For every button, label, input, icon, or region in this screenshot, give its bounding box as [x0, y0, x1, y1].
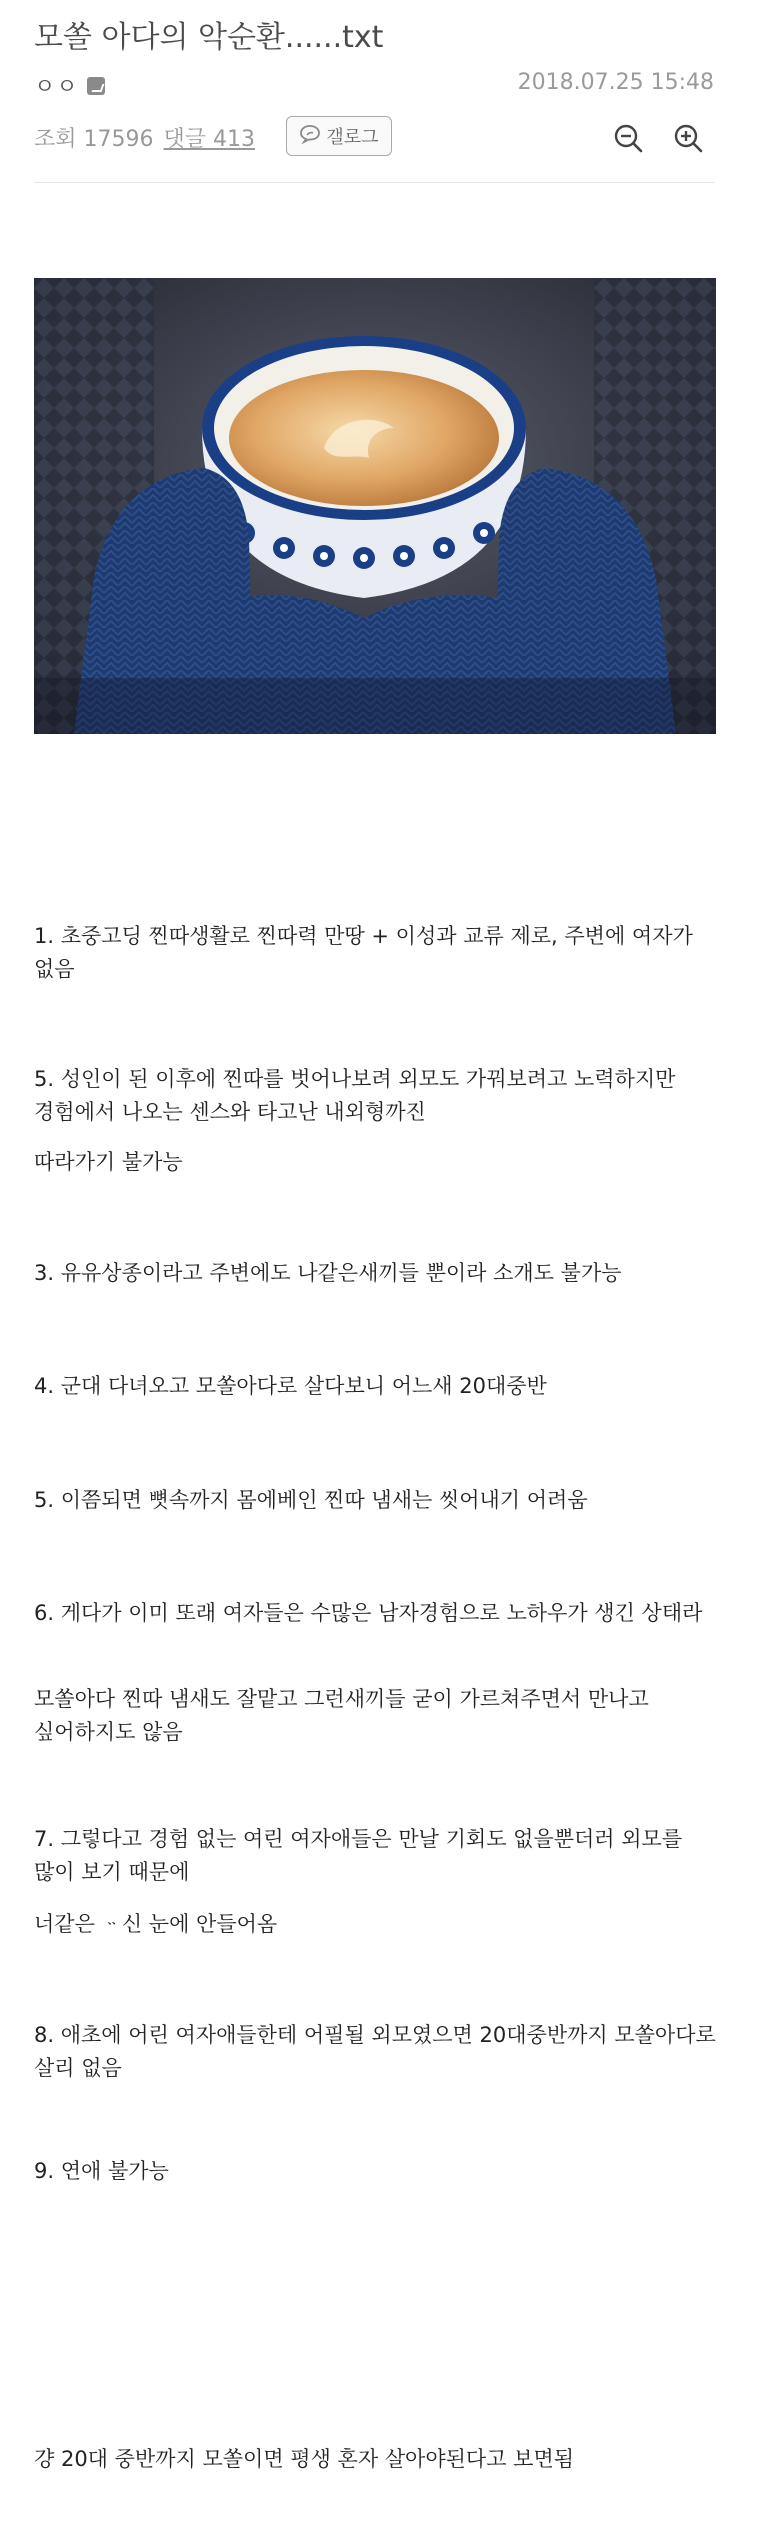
view-count: 조회 17596 [34, 127, 154, 152]
zoom-in-button[interactable] [672, 122, 704, 154]
post-title: 모쏠 아다의 악순환......txt [34, 20, 384, 55]
post-image[interactable] [34, 278, 716, 734]
comment-count-link[interactable]: 댓글 413 [163, 127, 255, 152]
paragraph-13: 걍 20대 중반까지 모쏠이면 평생 혼자 살아야된다고 보면됨 [34, 2447, 575, 2471]
paragraph-6: 5. 이쯤되면 뼛속까지 몸에베인 찐따 냄새는 씻어내기 어려움 [34, 1488, 588, 1512]
paragraph-7: 6. 게다가 이미 또래 여자들은 수많은 남자경험으로 노하우가 생긴 상태라 [34, 1601, 703, 1625]
fixed-nick-badge-icon [87, 77, 105, 95]
zoom-in-icon [672, 122, 704, 154]
author-info [34, 70, 105, 101]
post-stats [34, 122, 255, 153]
paragraph-5: 4. 군대 다녀오고 모쏠아다로 살다보니 어느새 20대중반 [34, 1374, 547, 1398]
paragraph-3: 따라가기 불가능 [34, 1150, 183, 1174]
zoom-out-button[interactable] [612, 122, 644, 154]
paragraph-2: 5. 성인이 된 이후에 찐따를 벗어나보려 외모도 가꿔보려고 노력하지만 경험에서 나오는 센스와 타고난 내외형까진 [34, 1067, 676, 1124]
gallog-button[interactable] [286, 116, 392, 156]
paragraph-11: 8. 애초에 어린 여자애들한테 어필될 외모였으면 20대중반까지 모쏠아다로 살리 없음 [34, 2023, 716, 2080]
author-name[interactable]: ㅇㅇ [34, 75, 79, 100]
gallog-label: 갤로그 [326, 127, 379, 148]
paragraph-9: 7. 그렇다고 경험 없는 여린 여자애들은 만날 기회도 없을뿐더러 외모를 많이 보기 때문에 [34, 1827, 683, 1884]
speech-bubble-icon [299, 124, 321, 149]
paragraph-12: 9. 연애 불가능 [34, 2159, 169, 2183]
paragraph-10: 너같은 ᆢ신 눈에 안들어옴 [34, 1912, 278, 1936]
paragraph-8: 모쏠아다 찐따 냄새도 잘맡고 그런새끼들 굳이 가르쳐주면서 만나고 싶어하지도 않음 [34, 1687, 649, 1744]
header-divider [34, 182, 714, 183]
paragraph-1: 1. 초중고딩 찐따생활로 찐따력 만땅 + 이성과 교류 제로, 주변에 여자가 없음 [34, 924, 693, 981]
zoom-out-icon [612, 122, 644, 154]
paragraph-4: 3. 유유상종이라고 주변에도 나같은새끼들 뿐이라 소개도 불가능 [34, 1261, 622, 1285]
post-date: 2018.07.25 15:48 [517, 70, 714, 95]
